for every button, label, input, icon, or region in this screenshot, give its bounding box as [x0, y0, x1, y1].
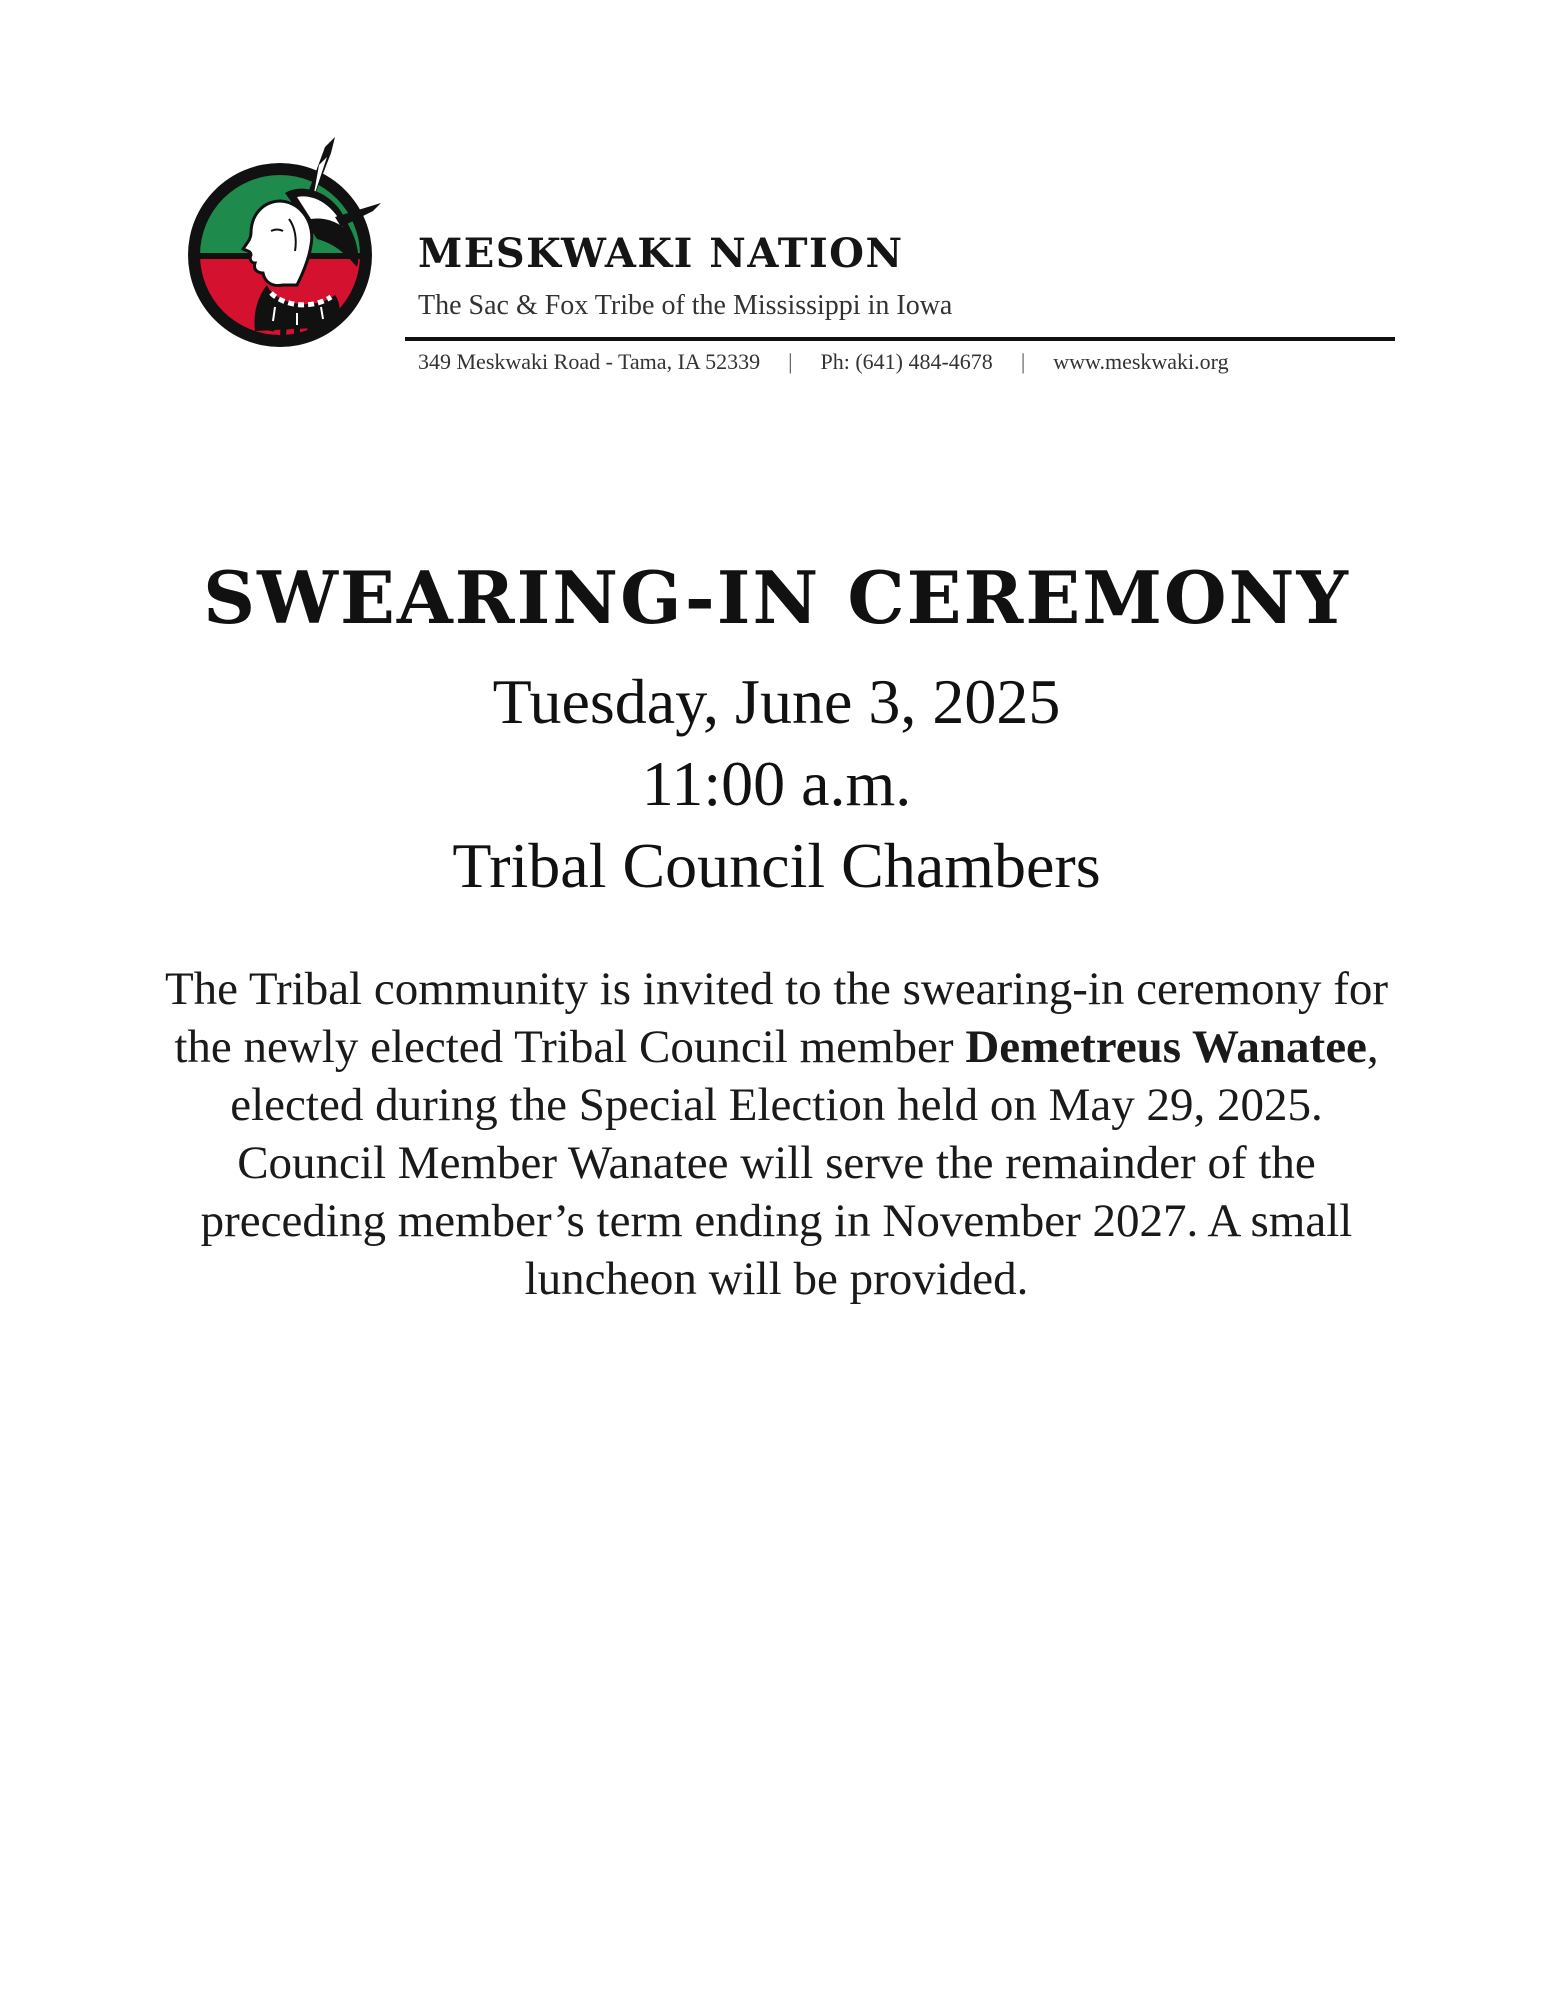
organization-subtitle: The Sac & Fox Tribe of the Mississippi in Iowa [418, 290, 953, 321]
contact-separator: | [1020, 349, 1026, 374]
contact-line [418, 349, 1229, 375]
meskwaki-nation-seal-logo [185, 135, 385, 355]
event-date: Tuesday, June 3, 2025 [492, 666, 1061, 737]
phone-number: Ph: (641) 484-4678 [820, 349, 993, 374]
announcement-title: SWEARING-IN CEREMONY [203, 555, 1350, 640]
organization-name: MESKWAKI NATION [418, 230, 904, 277]
body-details: , elected during the Special Election held on May 29, 2025. Council Member Wanatee will serve the remainder of the preceding member’s term ending in November 2027. A small luncheon will be provided. [200, 1021, 1379, 1305]
letterhead [185, 135, 1395, 395]
announcement-body [150, 960, 1403, 1308]
address: 349 Meskwaki Road - Tama, IA 52339 [418, 349, 761, 374]
letterhead-divider [405, 337, 1395, 341]
event-location: Tribal Council Chambers [452, 830, 1101, 901]
body-intro: The Tribal community is invited to the swearing-in ceremony for the newly elected Tribal Council member [164, 963, 1389, 1073]
contact-separator: | [788, 349, 793, 374]
member-name: Demetreus Wanatee [965, 1021, 1367, 1073]
event-time: 11:00 a.m. [641, 748, 912, 819]
website: www.meskwaki.org [1053, 349, 1229, 374]
